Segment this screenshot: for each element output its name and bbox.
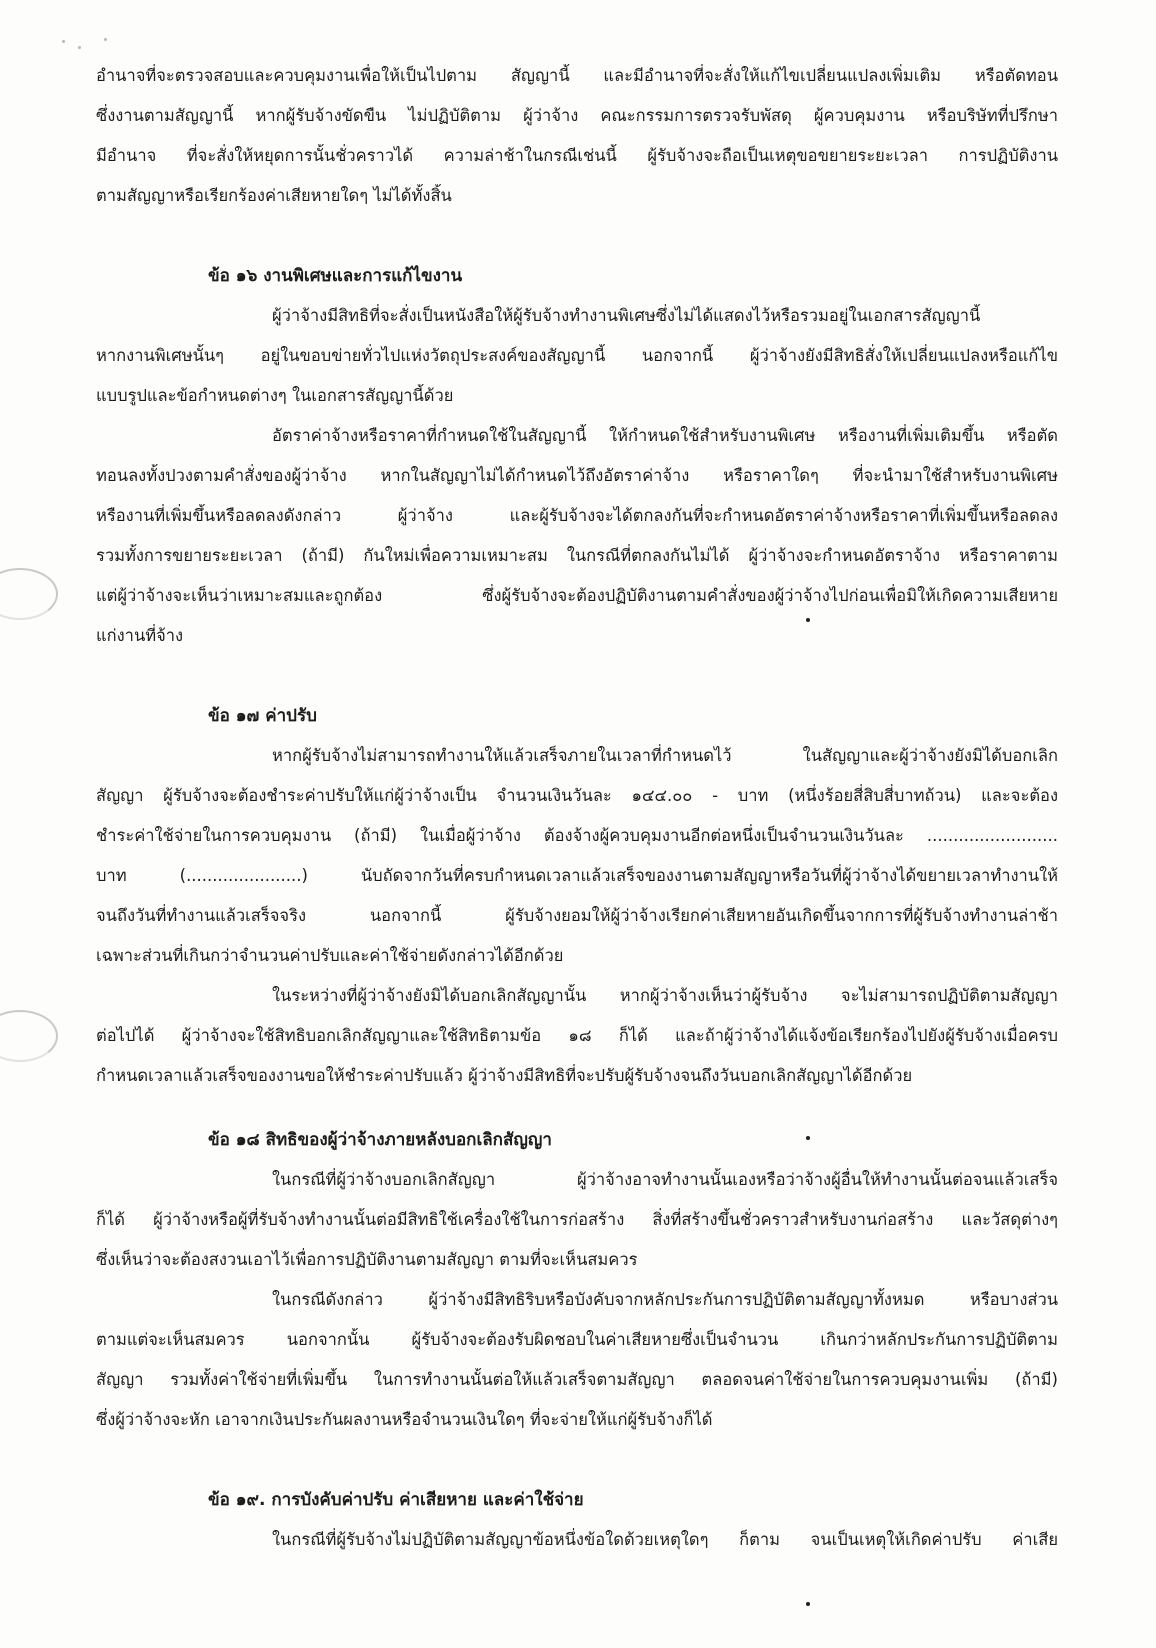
- clause-17-p2-line-3: กำหนดเวลาแล้วเสร็จของงานขอให้ชำระค่าปรับแล้ว ผู้ว่าจ้างมีสิทธิที่จะปรับผู้รับจ้างจนถึงวันบอกเลิกสัญญาได้อีกด้วย: [96, 1066, 913, 1085]
- clause-16-heading: ข้อ ๑๖ งานพิเศษและการแก้ไขงาน: [208, 266, 463, 286]
- clause-17-p1-line-5: จนถึงวันที่ทำงานแล้วเสร็จจริง นอกจากนี้ ผู้รับจ้างยอมให้ผู้ว่าจ้างเรียกค่าเสียหายอันเกิดขึ้นจากการที่ผู้รับจ้างทำงานล่าช้า: [96, 906, 1058, 925]
- clause-18-p1-line-3: ซึ่งเห็นว่าจะต้องสงวนเอาไว้เพื่อการปฏิบัติงานตามสัญญา ตามที่จะเห็นสมควร: [96, 1250, 638, 1269]
- clause-16-p2-line-5: แต่ผู้ว่าจ้างจะเห็นว่าเหมาะสมและถูกต้อง ซึ่งผู้รับจ้างจะต้องปฏิบัติงานตามคำสั่งของผู้ว่าจ้างไปก่อนเพื่อมิให้เกิดความเสียหาย: [96, 586, 1058, 605]
- scan-speck: [78, 46, 81, 49]
- clause-16-p2-line-3: หรืองานที่เพิ่มขึ้นหรือลดลงดังกล่าว ผู้ว่าจ้าง และผู้รับจ้างจะได้ตกลงกันที่จะกำหนดอัตราค่าจ้างหรือราคาที่เพิ่มขึ้นหรือลดลง: [96, 506, 1058, 525]
- punch-hole-mark: [0, 568, 58, 620]
- scan-speck: [104, 38, 107, 41]
- scan-speck: [62, 40, 65, 43]
- clause-16-p2-line-1: อัตราค่าจ้างหรือราคาที่กำหนดใช้ในสัญญานี้ ให้กำหนดใช้สำหรับงานพิเศษ หรืองานที่เพิ่มเติมขึ้น หรือตัด: [272, 426, 1058, 445]
- intro-line-4: ตามสัญญาหรือเรียกร้องค่าเสียหายใดๆ ไม่ได้ทั้งสิ้น: [96, 186, 452, 205]
- clause-18-p1-line-1: ในกรณีที่ผู้ว่าจ้างบอกเลิกสัญญา ผู้ว่าจ้างอาจทำงานนั้นเองหรือว่าจ้างผู้อื่นให้ทำงานนั้นต่อจนแล้วเสร็จ: [272, 1170, 1058, 1189]
- clause-16-p1-line-2: หากงานพิเศษนั้นๆ อยู่ในขอบข่ายทั่วไปแห่งวัตถุประสงค์ของสัญญานี้ นอกจากนี้ ผู้ว่าจ้างยังมีสิทธิสั่งให้เปลี่ยนแปลงหรือแก้ไข: [96, 346, 1058, 365]
- clause-16-p2-line-6: แก่งานที่จ้าง: [96, 626, 184, 645]
- punch-hole-mark: [0, 1010, 58, 1062]
- clause-17-p2-line-2: ต่อไปได้ ผู้ว่าจ้างจะใช้สิทธิบอกเลิกสัญญาและใช้สิทธิตามข้อ ๑๘ ก็ได้ และถ้าผู้ว่าจ้างได้แจ้งข้อเรียกร้องไปยังผู้รับจ้างเมื่อครบ: [96, 1026, 1058, 1045]
- intro-line-2: ซึ่งงานตามสัญญานี้ หากผู้รับจ้างขัดขืน ไม่ปฏิบัติตาม ผู้ว่าจ้าง คณะกรรมการตรวจรับพัสดุ ผู้ควบคุมงาน หรือบริษัทที่ปรึกษา: [96, 106, 1058, 125]
- scan-dot: [806, 618, 810, 622]
- clause-17-p1-line-4: บาท (......................) นับถัดจากวันที่ครบกำหนดเวลาแล้วเสร็จของงานตามสัญญาหรือวันที่ผู้ว่าจ้างได้ขยายเวลาทำงานให้: [96, 866, 1058, 885]
- clause-17-p1-line-2: สัญญา ผู้รับจ้างจะต้องชำระค่าปรับให้แก่ผู้ว่าจ้างเป็น จำนวนเงินวันละ ๑๔๔.๐๐ - บาท (หนึ่งร้อยสี่สิบสี่บาทถ้วน) และจะต้อง: [96, 786, 1058, 805]
- clause-18-p2-line-2: ตามแต่จะเห็นสมควร นอกจากนั้น ผู้รับจ้างจะต้องรับผิดชอบในค่าเสียหายซึ่งเป็นจำนวน เกินกว่าหลักประกันการปฏิบัติตาม: [96, 1330, 1058, 1349]
- clause-17-heading: ข้อ ๑๗ ค่าปรับ: [208, 706, 317, 726]
- clause-18-p2-line-4: ซึ่งผู้ว่าจ้างจะหัก เอาจากเงินประกันผลงานหรือจำนวนเงินใดๆ ที่จะจ่ายให้แก่ผู้รับจ้างก็ได้: [96, 1410, 713, 1429]
- clause-16-p1-line-3: แบบรูปและข้อกำหนดต่างๆ ในเอกสารสัญญานี้ด้วย: [96, 386, 454, 405]
- clause-16-p2-line-2: ทอนลงทั้งปวงตามคำสั่งของผู้ว่าจ้าง หากในสัญญาไม่ได้กำหนดไว้ถึงอัตราค่าจ้าง หรือราคาใดๆ ที่จะนำมาใช้สำหรับงานพิเศษ: [96, 466, 1058, 485]
- clause-17-p1-line-6: เฉพาะส่วนที่เกินกว่าจำนวนค่าปรับและค่าใช้จ่ายดังกล่าวได้อีกด้วย: [96, 946, 564, 965]
- clause-16-p2-line-4: รวมทั้งการขยายระยะเวลา (ถ้ามี) กันใหม่เพื่อความเหมาะสม ในกรณีที่ตกลงกันไม่ได้ ผู้ว่าจ้างจะกำหนดอัตราจ้าง หรือราคาตาม: [96, 546, 1058, 565]
- clause-18-heading: ข้อ ๑๘ สิทธิของผู้ว่าจ้างภายหลังบอกเลิกสัญญา: [208, 1130, 552, 1150]
- clause-16-p1-line-1: ผู้ว่าจ้างมีสิทธิที่จะสั่งเป็นหนังสือให้ผู้รับจ้างทำงานพิเศษซึ่งไม่ได้แสดงไว้หรือรวมอยู่ในเอกสารสัญญานี้: [272, 306, 981, 325]
- clause-17-p1-line-3: ชำระค่าใช้จ่ายในการควบคุมงาน (ถ้ามี) ในเมื่อผู้ว่าจ้าง ต้องจ้างผู้ควบคุมงานอีกต่อหนึ่งเป็นจำนวนเงินวันละ .........................: [96, 826, 1058, 845]
- intro-line-1: อำนาจที่จะตรวจสอบและควบคุมงานเพื่อให้เป็นไปตาม สัญญานี้ และมีอำนาจที่จะสั่งให้แก้ไขเปลี่ยนแปลงเพิ่มเติม หรือตัดทอน: [96, 66, 1058, 85]
- clause-19-heading: ข้อ ๑๙. การบังคับค่าปรับ ค่าเสียหาย และค่าใช้จ่าย: [208, 1490, 584, 1510]
- clause-19-p1-line-1: ในกรณีที่ผู้รับจ้างไม่ปฏิบัติตามสัญญาข้อหนึ่งข้อใดด้วยเหตุใดๆ ก็ตาม จนเป็นเหตุให้เกิดค่าปรับ ค่าเสีย: [272, 1530, 1058, 1549]
- scan-dot: [806, 1136, 810, 1140]
- clause-18-p2-line-3: สัญญา รวมทั้งค่าใช้จ่ายที่เพิ่มขึ้น ในการทำงานนั้นต่อให้แล้วเสร็จตามสัญญา ตลอดจนค่าใช้จ่ายในการควบคุมงานเพิ่ม (ถ้ามี): [96, 1370, 1058, 1389]
- clause-17-p2-line-1: ในระหว่างที่ผู้ว่าจ้างยังมิได้บอกเลิกสัญญานั้น หากผู้ว่าจ้างเห็นว่าผู้รับจ้าง จะไม่สามารถปฏิบัติตามสัญญา: [272, 986, 1058, 1005]
- intro-line-3: มีอำนาจ ที่จะสั่งให้หยุดการนั้นชั่วคราวได้ ความล่าช้าในกรณีเช่นนี้ ผู้รับจ้างจะถือเป็นเหตุขอขยายระยะเวลา การปฏิบัติงาน: [96, 146, 1058, 165]
- clause-18-p2-line-1: ในกรณีดังกล่าว ผู้ว่าจ้างมีสิทธิริบหรือบังคับจากหลักประกันการปฏิบัติตามสัญญาทั้งหมด หรือบางส่วน: [272, 1290, 1058, 1309]
- clause-17-p1-line-1: หากผู้รับจ้างไม่สามารถทำงานให้แล้วเสร็จภายในเวลาที่กำหนดไว้ ในสัญญาและผู้ว่าจ้างยังมิได้บอกเลิก: [272, 746, 1058, 765]
- clause-18-p1-line-2: ก็ได้ ผู้ว่าจ้างหรือผู้ที่รับจ้างทำงานนั้นต่อมีสิทธิใช้เครื่องใช้ในการก่อสร้าง สิ่งที่สร้างขึ้นชั่วคราวสำหรับงานก่อสร้าง และวัสดุต่างๆ: [96, 1210, 1058, 1229]
- scan-dot: [806, 1602, 810, 1606]
